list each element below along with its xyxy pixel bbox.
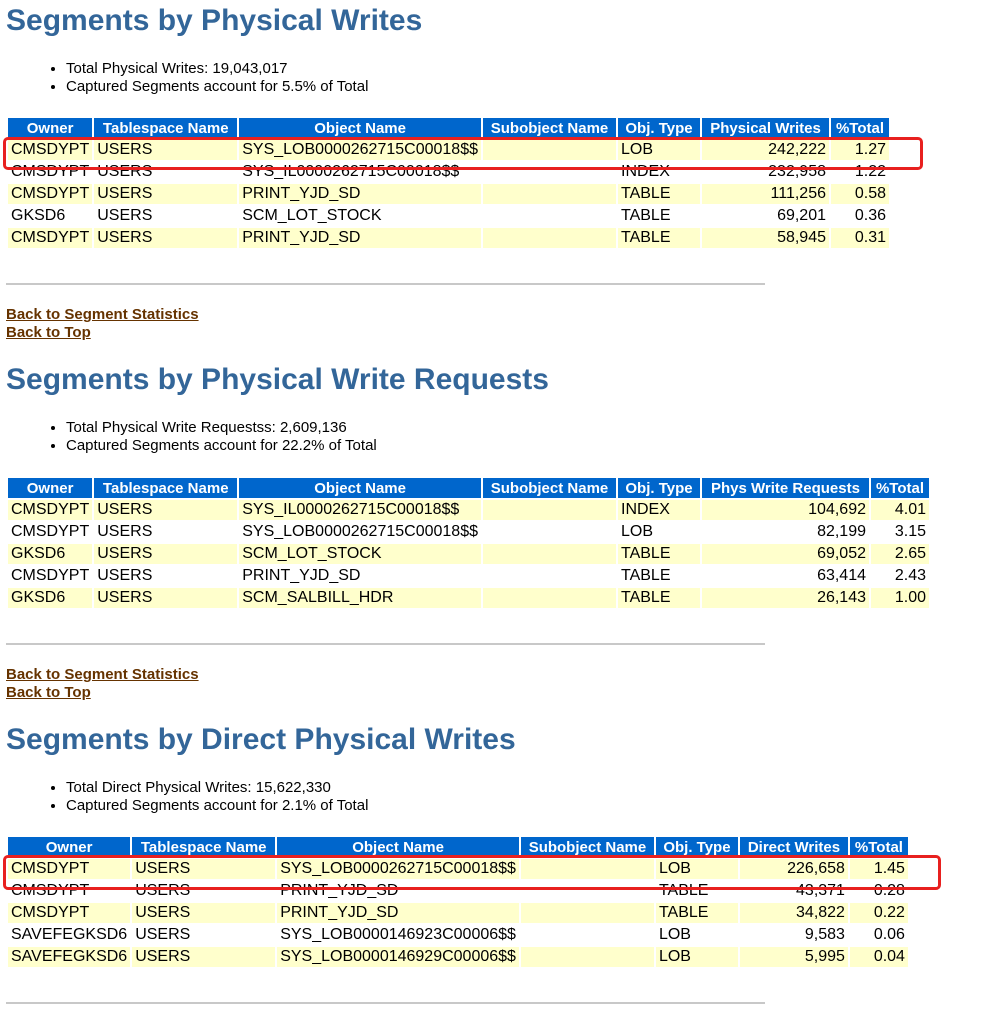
cell-percent: 1.22 — [831, 162, 889, 182]
nav-links — [6, 666, 199, 702]
cell-percent: 0.22 — [850, 903, 908, 923]
cell-subobject-name — [483, 206, 616, 226]
cell-tablespace: USERS — [94, 228, 237, 248]
cell-value: 104,692 — [702, 500, 869, 520]
column-header-owner[interactable]: Owner — [8, 118, 92, 138]
cell-value: 232,958 — [702, 162, 829, 182]
column-header-subobject-name[interactable]: Subobject Name — [483, 118, 616, 138]
cell-percent: 0.58 — [831, 184, 889, 204]
cell-owner: GKSD6 — [8, 206, 92, 226]
cell-value: 5,995 — [740, 947, 848, 967]
cell-value: 82,199 — [702, 522, 869, 542]
cell-subobject-name — [483, 522, 616, 542]
cell-object-name: PRINT_YJD_SD — [239, 566, 481, 586]
cell-subobject-name — [521, 903, 654, 923]
cell-subobject-name — [483, 588, 616, 608]
column-header-direct-writes[interactable]: Direct Writes — [740, 837, 848, 857]
back-to-segment-statistics-link[interactable]: Back to Segment Statistics — [6, 666, 199, 683]
summary-list — [48, 779, 368, 815]
column-header-object-name[interactable]: Object Name — [239, 478, 481, 498]
section-title: Segments by Direct Physical Writes — [6, 723, 516, 756]
cell-obj-type: LOB — [618, 140, 700, 160]
cell-obj-type: TABLE — [618, 206, 700, 226]
cell-object-name: PRINT_YJD_SD — [239, 228, 481, 248]
column-header-owner[interactable]: Owner — [8, 478, 92, 498]
cell-object-name: SYS_IL0000262715C00018$$ — [239, 500, 481, 520]
cell-object-name: SYS_IL0000262715C00018$$ — [239, 162, 481, 182]
cell-obj-type: LOB — [656, 925, 738, 945]
column-header-obj-type[interactable]: Obj. Type — [618, 118, 700, 138]
table-row — [8, 566, 929, 586]
divider — [6, 1002, 765, 1004]
cell-value: 9,583 — [740, 925, 848, 945]
back-to-top-link[interactable]: Back to Top — [6, 324, 91, 341]
cell-tablespace: USERS — [132, 881, 275, 901]
table-row — [8, 500, 929, 520]
cell-owner: SAVEFEGKSD6 — [8, 925, 130, 945]
column-header-object-name[interactable]: Object Name — [277, 837, 519, 857]
table-row — [8, 588, 929, 608]
physical-writes-table — [6, 116, 891, 250]
physical-write-requests-table — [6, 476, 931, 610]
cell-obj-type: TABLE — [656, 881, 738, 901]
cell-obj-type: LOB — [618, 522, 700, 542]
cell-obj-type: LOB — [656, 947, 738, 967]
cell-object-name: SCM_LOT_STOCK — [239, 206, 481, 226]
cell-tablespace: USERS — [132, 903, 275, 923]
summary-item: • Total Physical Write Requestss: 2,609,136 — [66, 419, 377, 437]
cell-tablespace: USERS — [132, 925, 275, 945]
cell-value: 111,256 — [702, 184, 829, 204]
cell-obj-type: TABLE — [618, 544, 700, 564]
table-header-row — [8, 118, 889, 138]
cell-percent: 0.06 — [850, 925, 908, 945]
cell-object-name: PRINT_YJD_SD — [239, 184, 481, 204]
back-to-segment-statistics-link[interactable]: Back to Segment Statistics — [6, 306, 199, 323]
cell-subobject-name — [521, 947, 654, 967]
summary-list — [48, 60, 368, 96]
direct-physical-writes-table — [6, 835, 910, 969]
cell-tablespace: USERS — [94, 206, 237, 226]
column-header-percent-total[interactable]: %Total — [850, 837, 908, 857]
cell-value: 43,371 — [740, 881, 848, 901]
table-row — [8, 140, 889, 160]
summary-item: • Captured Segments account for 5.5% of Total — [66, 78, 368, 96]
summary-list — [48, 419, 377, 455]
column-header-tablespace[interactable]: Tablespace Name — [94, 118, 237, 138]
summary-item: • Captured Segments account for 22.2% of Total — [66, 437, 377, 455]
table-row — [8, 903, 908, 923]
cell-owner: CMSDYPT — [8, 522, 92, 542]
cell-percent: 0.36 — [831, 206, 889, 226]
cell-subobject-name — [521, 859, 654, 879]
column-header-object-name[interactable]: Object Name — [239, 118, 481, 138]
table-row — [8, 881, 908, 901]
cell-percent: 0.04 — [850, 947, 908, 967]
table-row — [8, 859, 908, 879]
cell-value: 34,822 — [740, 903, 848, 923]
table-row — [8, 228, 889, 248]
table-header-row — [8, 837, 908, 857]
column-header-percent-total[interactable]: %Total — [831, 118, 889, 138]
cell-tablespace: USERS — [94, 566, 237, 586]
cell-object-name: PRINT_YJD_SD — [277, 881, 519, 901]
cell-percent: 0.28 — [850, 881, 908, 901]
cell-value: 69,052 — [702, 544, 869, 564]
column-header-owner[interactable]: Owner — [8, 837, 130, 857]
cell-tablespace: USERS — [94, 162, 237, 182]
cell-owner: SAVEFEGKSD6 — [8, 947, 130, 967]
back-to-top-link[interactable]: Back to Top — [6, 684, 91, 701]
cell-percent: 1.00 — [871, 588, 929, 608]
summary-item: • Total Direct Physical Writes: 15,622,330 — [66, 779, 368, 797]
cell-object-name: SCM_LOT_STOCK — [239, 544, 481, 564]
cell-obj-type: INDEX — [618, 162, 700, 182]
cell-subobject-name — [483, 162, 616, 182]
cell-object-name: SYS_LOB0000262715C00018$$ — [239, 140, 481, 160]
section-title: Segments by Physical Write Requests — [6, 363, 549, 396]
cell-object-name: SYS_LOB0000262715C00018$$ — [277, 859, 519, 879]
nav-links — [6, 306, 199, 342]
cell-value: 26,143 — [702, 588, 869, 608]
table-row — [8, 206, 889, 226]
cell-subobject-name — [521, 925, 654, 945]
divider — [6, 643, 765, 645]
cell-owner: CMSDYPT — [8, 881, 130, 901]
cell-tablespace: USERS — [94, 500, 237, 520]
cell-owner: CMSDYPT — [8, 903, 130, 923]
cell-obj-type: TABLE — [618, 184, 700, 204]
cell-owner: CMSDYPT — [8, 859, 130, 879]
cell-object-name: SYS_LOB0000146929C00006$$ — [277, 947, 519, 967]
cell-obj-type: TABLE — [618, 588, 700, 608]
cell-owner: GKSD6 — [8, 588, 92, 608]
summary-item: • Captured Segments account for 2.1% of Total — [66, 797, 368, 815]
cell-percent: 2.43 — [871, 566, 929, 586]
cell-percent: 0.31 — [831, 228, 889, 248]
cell-subobject-name — [483, 500, 616, 520]
table-row — [8, 947, 908, 967]
table-row — [8, 925, 908, 945]
cell-owner: CMSDYPT — [8, 162, 92, 182]
column-header-obj-type[interactable]: Obj. Type — [618, 478, 700, 498]
cell-value: 69,201 — [702, 206, 829, 226]
cell-percent: 1.45 — [850, 859, 908, 879]
divider — [6, 283, 765, 285]
cell-value: 226,658 — [740, 859, 848, 879]
cell-obj-type: TABLE — [656, 903, 738, 923]
column-header-percent-total[interactable]: %Total — [871, 478, 929, 498]
cell-subobject-name — [483, 140, 616, 160]
cell-object-name: SYS_LOB0000146923C00006$$ — [277, 925, 519, 945]
cell-owner: CMSDYPT — [8, 140, 92, 160]
cell-subobject-name — [483, 184, 616, 204]
table-row — [8, 544, 929, 564]
cell-tablespace: USERS — [132, 947, 275, 967]
cell-owner: CMSDYPT — [8, 184, 92, 204]
cell-owner: CMSDYPT — [8, 228, 92, 248]
cell-obj-type: INDEX — [618, 500, 700, 520]
cell-tablespace: USERS — [132, 859, 275, 879]
cell-value: 242,222 — [702, 140, 829, 160]
cell-owner: CMSDYPT — [8, 566, 92, 586]
cell-owner: GKSD6 — [8, 544, 92, 564]
cell-value: 63,414 — [702, 566, 869, 586]
summary-item: • Total Physical Writes: 19,043,017 — [66, 60, 368, 78]
table-row — [8, 162, 889, 182]
cell-value: 58,945 — [702, 228, 829, 248]
table-header-row — [8, 478, 929, 498]
table-row — [8, 522, 929, 542]
cell-obj-type: TABLE — [618, 228, 700, 248]
cell-obj-type: LOB — [656, 859, 738, 879]
cell-tablespace: USERS — [94, 544, 237, 564]
section-title: Segments by Physical Writes — [6, 4, 423, 37]
column-header-obj-type[interactable]: Obj. Type — [656, 837, 738, 857]
cell-tablespace: USERS — [94, 588, 237, 608]
cell-percent: 4.01 — [871, 500, 929, 520]
column-header-tablespace[interactable]: Tablespace Name — [132, 837, 275, 857]
column-header-phys-write-requests[interactable]: Phys Write Requests — [702, 478, 869, 498]
cell-subobject-name — [521, 881, 654, 901]
cell-tablespace: USERS — [94, 140, 237, 160]
cell-subobject-name — [483, 566, 616, 586]
column-header-tablespace[interactable]: Tablespace Name — [94, 478, 237, 498]
cell-percent: 2.65 — [871, 544, 929, 564]
cell-subobject-name — [483, 228, 616, 248]
cell-object-name: PRINT_YJD_SD — [277, 903, 519, 923]
cell-object-name: SCM_SALBILL_HDR — [239, 588, 481, 608]
cell-object-name: SYS_LOB0000262715C00018$$ — [239, 522, 481, 542]
cell-owner: CMSDYPT — [8, 500, 92, 520]
cell-subobject-name — [483, 544, 616, 564]
column-header-physical-writes[interactable]: Physical Writes — [702, 118, 829, 138]
column-header-subobject-name[interactable]: Subobject Name — [483, 478, 616, 498]
cell-percent: 3.15 — [871, 522, 929, 542]
cell-percent: 1.27 — [831, 140, 889, 160]
table-row — [8, 184, 889, 204]
column-header-subobject-name[interactable]: Subobject Name — [521, 837, 654, 857]
cell-tablespace: USERS — [94, 184, 237, 204]
cell-tablespace: USERS — [94, 522, 237, 542]
cell-obj-type: TABLE — [618, 566, 700, 586]
